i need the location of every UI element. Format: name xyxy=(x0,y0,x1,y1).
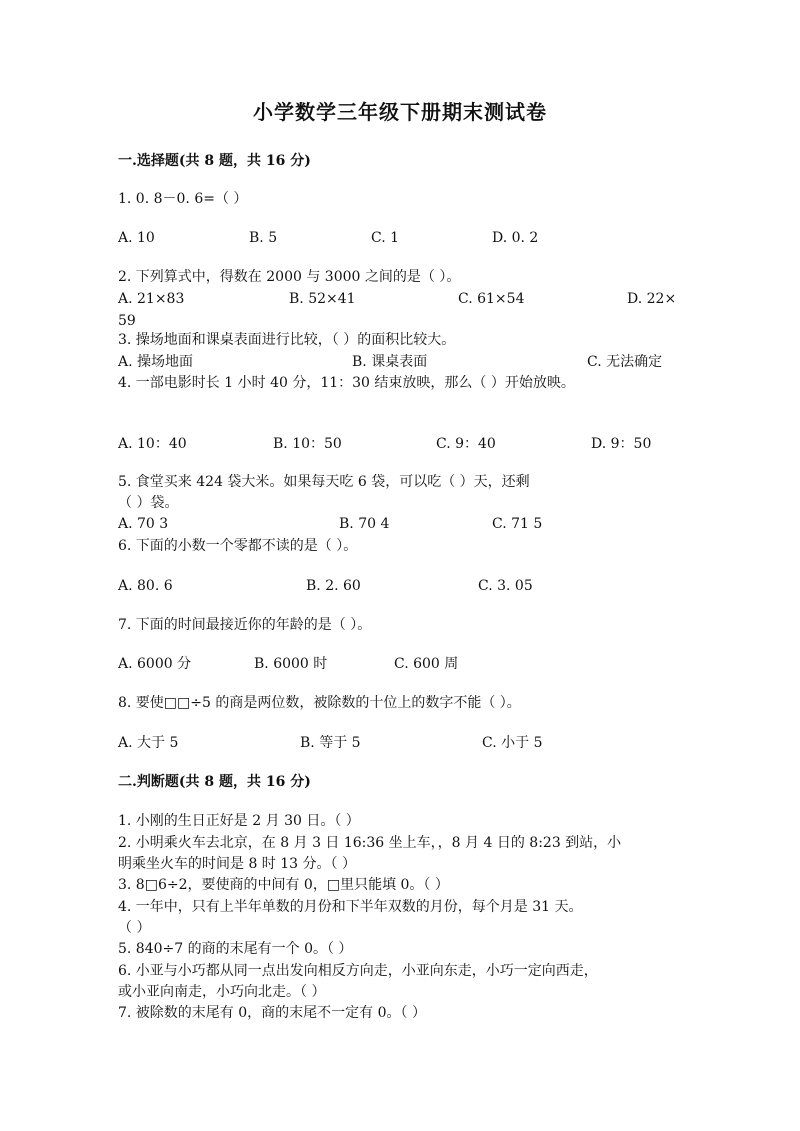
question-3-option-a: A. 操场地面 xyxy=(118,354,194,370)
judgement-line-4: 3. 8□6÷2，要使商的中间有 0，□里只能填 0。（ ） xyxy=(118,877,449,893)
question-3-stem: 3. 操场地面和课桌表面进行比较，（ ）的面积比较大。 xyxy=(118,332,456,348)
question-8-option-c: C. 小于 5 xyxy=(482,735,543,751)
question-6-option-c: C. 3. 05 xyxy=(478,578,533,594)
question-6-option-a: A. 80. 6 xyxy=(118,578,173,594)
question-7-stem: 7. 下面的时间最接近你的年龄的是（ ）。 xyxy=(118,617,372,633)
question-4-option-a: A. 10：40 xyxy=(118,436,187,452)
question-2-option-d-continued: 59 xyxy=(118,313,136,329)
question-5-stem-continued: （ ）袋。 xyxy=(118,495,179,511)
question-6-stem: 6. 下面的小数一个零都不读的是（ ）。 xyxy=(118,538,358,554)
judgement-line-3: 明乘坐火车的时间是 8 时 13 分。（ ） xyxy=(118,856,356,872)
judgement-line-8: 6. 小亚与小巧都从同一点出发向相反方向走，小亚向东走，小巧一定向西走， xyxy=(118,963,598,979)
judgement-line-1: 1. 小刚的生日正好是 2 月 30 日。（ ） xyxy=(118,813,360,829)
question-7-option-b: B. 6000 时 xyxy=(254,656,328,672)
question-4-stem: 4. 一部电影时长 1 小时 40 分，11：30 结束放映，那么（ ）开始放映。 xyxy=(118,375,575,391)
question-3-option-c: C. 无法确定 xyxy=(587,354,663,370)
question-1-option-a: A. 10 xyxy=(118,230,155,246)
question-2-option-b: B. 52×41 xyxy=(289,291,356,307)
question-2-option-a: A. 21×83 xyxy=(118,291,185,307)
question-5-option-c: C. 71 5 xyxy=(492,516,543,532)
judgement-line-5: 4. 一年中，只有上半年单数的月份和下半年双数的月份，每个月是 31 天。 xyxy=(118,899,583,915)
question-1-option-d: D. 0. 2 xyxy=(492,230,539,246)
judgement-line-6: （ ） xyxy=(118,920,151,936)
question-7-option-a: A. 6000 分 xyxy=(118,656,192,672)
question-5-option-b: B. 70 4 xyxy=(339,516,390,532)
question-8-stem: 8. 要使□□÷5 的商是两位数，被除数的十位上的数字不能（ ）。 xyxy=(118,695,521,711)
judgement-line-2: 2. 小明乘火车去北京，在 8 月 3 日 16:36 坐上车，，8 月 4 日的 8:23 到站，小 xyxy=(118,835,622,851)
section-heading-judgement: 二.判断题(共 8 题，共 16 分) xyxy=(118,774,311,790)
question-4-option-c: C. 9：40 xyxy=(436,436,496,452)
question-6-option-b: B. 2. 60 xyxy=(306,578,361,594)
question-8-option-a: A. 大于 5 xyxy=(118,735,179,751)
question-4-option-b: B. 10：50 xyxy=(273,436,342,452)
judgement-line-10: 7. 被除数的末尾有 0，商的末尾不一定有 0。（ ） xyxy=(118,1005,426,1021)
question-8-option-b: B. 等于 5 xyxy=(300,735,361,751)
question-1-option-b: B. 5 xyxy=(249,230,278,246)
question-1-stem: 1. 0. 8－0. 6=（ ） xyxy=(118,191,248,207)
question-5-option-a: A. 70 3 xyxy=(118,516,169,532)
question-5-stem: 5. 食堂买来 424 袋大米。如果每天吃 6 袋，可以吃（ ）天，还剩 xyxy=(118,474,530,490)
question-7-option-c: C. 600 周 xyxy=(394,656,459,672)
question-2-option-c: C. 61×54 xyxy=(458,291,525,307)
question-1-option-c: C. 1 xyxy=(371,230,400,246)
judgement-line-7: 5. 840÷7 的商的末尾有一个 0。（ ） xyxy=(118,941,353,957)
question-4-option-d: D. 9：50 xyxy=(591,436,652,452)
judgement-line-9: 或小亚向南走，小巧向北走。（ ） xyxy=(118,984,326,1000)
question-2-stem: 2. 下列算式中，得数在 2000 与 3000 之间的是（ ）。 xyxy=(118,269,461,285)
question-2-option-d: D. 22× xyxy=(627,291,677,307)
page-title: 小学数学三年级下册期末测试卷 xyxy=(253,100,547,124)
section-heading-choice: 一.选择题(共 8 题，共 16 分) xyxy=(118,153,311,169)
question-3-option-b: B. 课桌表面 xyxy=(352,354,428,370)
